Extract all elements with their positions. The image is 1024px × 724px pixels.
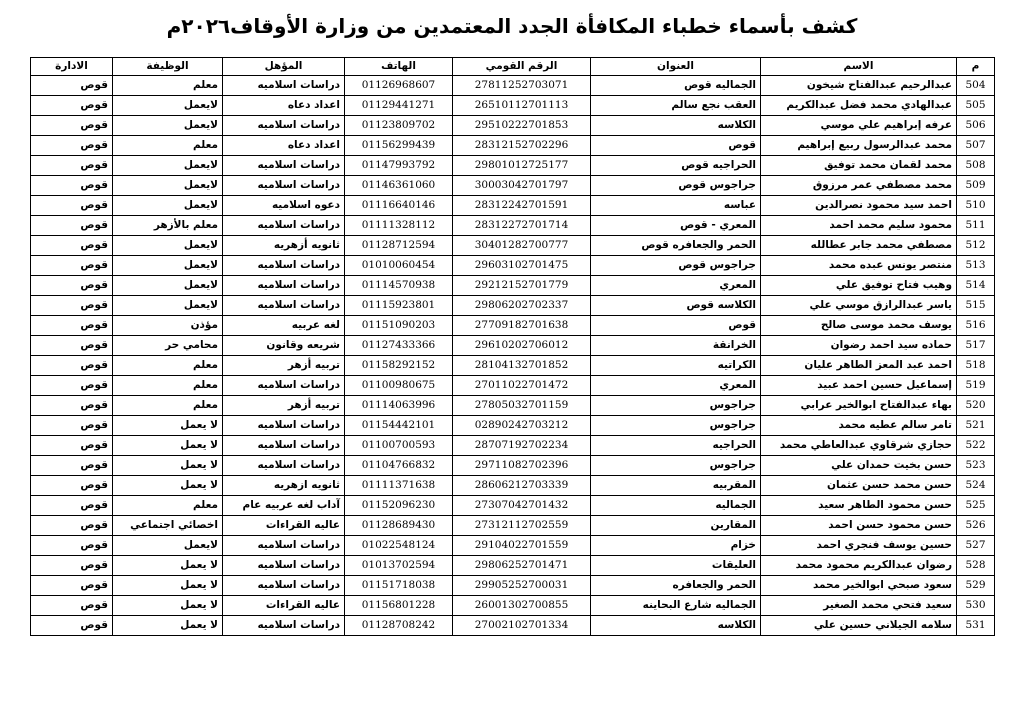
cell-name: منتصر يونس عبده محمد — [761, 256, 957, 276]
cell-admin: قوص — [31, 576, 113, 596]
cell-phone: 01013702594 — [345, 556, 453, 576]
cell-address: جراجوس — [591, 416, 761, 436]
cell-address: الجماليه شارع البحاينه — [591, 596, 761, 616]
cell-job: لا يعمل — [113, 576, 223, 596]
cell-name: ياسر عبدالرازق موسي علي — [761, 296, 957, 316]
cell-name: حجازي شرقاوي عبدالعاطي محمد — [761, 436, 957, 456]
cell-qualification: دراسات اسلاميه — [223, 76, 345, 96]
cell-admin: قوص — [31, 396, 113, 416]
cell-job: لايعمل — [113, 236, 223, 256]
cell-national-id: 26001302700855 — [453, 596, 591, 616]
cell-name: محمد لقمان محمد توفيق — [761, 156, 957, 176]
cell-national-id: 29212152701779 — [453, 276, 591, 296]
cell-qualification: عاليه القراءات — [223, 596, 345, 616]
cell-national-id: 28312152702296 — [453, 136, 591, 156]
table-row — [31, 316, 995, 336]
cell-num: 523 — [957, 456, 995, 476]
cell-phone: 01114570938 — [345, 276, 453, 296]
table-row — [31, 496, 995, 516]
cell-qualification: دراسات اسلاميه — [223, 216, 345, 236]
cell-num: 528 — [957, 556, 995, 576]
cell-num: 512 — [957, 236, 995, 256]
cell-address: عباسه — [591, 196, 761, 216]
cell-num: 506 — [957, 116, 995, 136]
cell-num: 530 — [957, 596, 995, 616]
col-header-address: العنوان — [591, 58, 761, 76]
cell-national-id: 30401282700777 — [453, 236, 591, 256]
cell-num: 526 — [957, 516, 995, 536]
cell-job: لايعمل — [113, 276, 223, 296]
cell-name: محمد مصطفي عمر مرزوق — [761, 176, 957, 196]
col-header-job: الوظيفة — [113, 58, 223, 76]
cell-job: معلم بالأزهر — [113, 216, 223, 236]
cell-address: المقربيه — [591, 476, 761, 496]
table-row — [31, 76, 995, 96]
cell-num: 520 — [957, 396, 995, 416]
cell-admin: قوص — [31, 476, 113, 496]
cell-phone: 01123809702 — [345, 116, 453, 136]
cell-admin: قوص — [31, 316, 113, 336]
cell-job: لايعمل — [113, 96, 223, 116]
cell-num: 504 — [957, 76, 995, 96]
cell-address: المقارين — [591, 516, 761, 536]
cell-national-id: 02890242703212 — [453, 416, 591, 436]
cell-admin: قوص — [31, 376, 113, 396]
cell-name: احمد سيد محمود نصرالدين — [761, 196, 957, 216]
cell-job: لايعمل — [113, 296, 223, 316]
cell-name: محمد عبدالرسول ربيع إبراهيم — [761, 136, 957, 156]
cell-qualification: اعداد دعاه — [223, 136, 345, 156]
cell-national-id: 27709182701638 — [453, 316, 591, 336]
cell-admin: قوص — [31, 496, 113, 516]
cell-qualification: دراسات اسلاميه — [223, 556, 345, 576]
cell-qualification: دراسات اسلاميه — [223, 536, 345, 556]
cell-phone: 01115923801 — [345, 296, 453, 316]
cell-admin: قوص — [31, 536, 113, 556]
cell-job: لا يعمل — [113, 416, 223, 436]
cell-national-id: 29801012725177 — [453, 156, 591, 176]
cell-job: لايعمل — [113, 196, 223, 216]
cell-phone: 01116640146 — [345, 196, 453, 216]
cell-admin: قوص — [31, 516, 113, 536]
cell-address: العقب نجع سالم — [591, 96, 761, 116]
cell-address: الجماليه — [591, 496, 761, 516]
cell-admin: قوص — [31, 196, 113, 216]
table-row — [31, 116, 995, 136]
table-row — [31, 556, 995, 576]
cell-address: قوص — [591, 136, 761, 156]
cell-job: معلم — [113, 76, 223, 96]
cell-address: الحمر والجعافره قوص — [591, 236, 761, 256]
cell-name: حسن بخيت حمدان علي — [761, 456, 957, 476]
cell-phone: 01126968607 — [345, 76, 453, 96]
cell-address: المعري - قوص — [591, 216, 761, 236]
cell-num: 531 — [957, 616, 995, 636]
cell-qualification: دراسات اسلاميه — [223, 456, 345, 476]
cell-admin: قوص — [31, 216, 113, 236]
col-header-qualification: المؤهل — [223, 58, 345, 76]
cell-address: جراجوس قوص — [591, 256, 761, 276]
cell-phone: 01146361060 — [345, 176, 453, 196]
cell-num: 505 — [957, 96, 995, 116]
table-row — [31, 536, 995, 556]
cell-national-id: 27805032701159 — [453, 396, 591, 416]
cell-address: الخرانقة — [591, 336, 761, 356]
cell-phone: 01127433366 — [345, 336, 453, 356]
cell-national-id: 28312242701591 — [453, 196, 591, 216]
cell-address: جراجوس قوص — [591, 176, 761, 196]
cell-phone: 01128712594 — [345, 236, 453, 256]
cell-job: معلم — [113, 396, 223, 416]
cell-admin: قوص — [31, 436, 113, 456]
col-header-name: الاسم — [761, 58, 957, 76]
cell-num: 527 — [957, 536, 995, 556]
cell-admin: قوص — [31, 336, 113, 356]
cell-job: لا يعمل — [113, 616, 223, 636]
cell-national-id: 29905252700031 — [453, 576, 591, 596]
cell-name: رضوان عبدالكريم محمود محمد — [761, 556, 957, 576]
cell-name: حسن محمود حسن احمد — [761, 516, 957, 536]
cell-qualification: دراسات اسلاميه — [223, 276, 345, 296]
cell-address: الجماليه قوص — [591, 76, 761, 96]
cell-address: قوص — [591, 316, 761, 336]
cell-name: حماده سيد احمد رضوان — [761, 336, 957, 356]
cell-address: المعري — [591, 376, 761, 396]
cell-job: مؤذن — [113, 316, 223, 336]
cell-phone: 01129441271 — [345, 96, 453, 116]
cell-job: لايعمل — [113, 116, 223, 136]
cell-phone: 01100980675 — [345, 376, 453, 396]
cell-admin: قوص — [31, 556, 113, 576]
cell-name: يوسف محمد موسى صالح — [761, 316, 957, 336]
cell-national-id: 29806252701471 — [453, 556, 591, 576]
cell-national-id: 27011022701472 — [453, 376, 591, 396]
cell-national-id: 27307042701432 — [453, 496, 591, 516]
cell-job: معلم — [113, 496, 223, 516]
cell-address: الكلاسه — [591, 116, 761, 136]
page-title: كشف بأسماء خطباء المكافأة الجدد المعتمدين من وزارة الأوقاف٢٠٢٦م — [166, 14, 858, 38]
table-row — [31, 176, 995, 196]
cell-num: 508 — [957, 156, 995, 176]
cell-name: حسين يوسف فنجري احمد — [761, 536, 957, 556]
cell-national-id: 30003042701797 — [453, 176, 591, 196]
cell-national-id: 28707192702234 — [453, 436, 591, 456]
cell-phone: 01010060454 — [345, 256, 453, 276]
cell-num: 507 — [957, 136, 995, 156]
cell-phone: 01152096230 — [345, 496, 453, 516]
table-row — [31, 356, 995, 376]
cell-address: المعري — [591, 276, 761, 296]
cell-phone: 01147993792 — [345, 156, 453, 176]
cell-address: العليقات — [591, 556, 761, 576]
cell-num: 513 — [957, 256, 995, 276]
cell-qualification: دراسات اسلاميه — [223, 416, 345, 436]
cell-national-id: 27002102701334 — [453, 616, 591, 636]
col-header-admin: الادارة — [31, 58, 113, 76]
cell-admin: قوص — [31, 616, 113, 636]
cell-name: عبدالرحيم عبدالفتاح شيخون — [761, 76, 957, 96]
cell-national-id: 29104022701559 — [453, 536, 591, 556]
cell-qualification: تربيه أزهر — [223, 396, 345, 416]
cell-job: معلم — [113, 356, 223, 376]
cell-address: الكلاسه — [591, 616, 761, 636]
cell-num: 524 — [957, 476, 995, 496]
cell-name: احمد عبد المعز الطاهر عليان — [761, 356, 957, 376]
table-row — [31, 256, 995, 276]
table-row — [31, 396, 995, 416]
table-row — [31, 596, 995, 616]
cell-name: عرفه إبراهيم علي موسي — [761, 116, 957, 136]
cell-job: لا يعمل — [113, 596, 223, 616]
cell-address: الحراجيه قوص — [591, 156, 761, 176]
cell-national-id: 26510112701113 — [453, 96, 591, 116]
cell-qualification: آداب لغه عربيه عام — [223, 496, 345, 516]
cell-phone: 01156299439 — [345, 136, 453, 156]
khateeb-table — [30, 57, 995, 636]
cell-qualification: دراسات اسلاميه — [223, 436, 345, 456]
cell-qualification: دراسات اسلاميه — [223, 616, 345, 636]
table-row — [31, 616, 995, 636]
cell-name: محمود سليم محمد احمد — [761, 216, 957, 236]
cell-name: وهيب فتاح توفيق علي — [761, 276, 957, 296]
cell-phone: 01154442101 — [345, 416, 453, 436]
cell-qualification: تربيه أزهر — [223, 356, 345, 376]
cell-name: سعيد فتحي محمد الصغير — [761, 596, 957, 616]
cell-national-id: 29610202706012 — [453, 336, 591, 356]
cell-phone: 01111371638 — [345, 476, 453, 496]
cell-num: 509 — [957, 176, 995, 196]
cell-name: سعود صبحي ابوالخير محمد — [761, 576, 957, 596]
cell-phone: 01111328112 — [345, 216, 453, 236]
cell-qualification: اعداد دعاه — [223, 96, 345, 116]
table-row — [31, 216, 995, 236]
cell-job: لايعمل — [113, 156, 223, 176]
cell-name: تامر سالم عطيه محمد — [761, 416, 957, 436]
cell-address: الحراجيه — [591, 436, 761, 456]
cell-job: محامي حر — [113, 336, 223, 356]
cell-qualification: دراسات اسلاميه — [223, 576, 345, 596]
table-row — [31, 476, 995, 496]
cell-national-id: 28104132701852 — [453, 356, 591, 376]
col-header-num: م — [957, 58, 995, 76]
table-row — [31, 156, 995, 176]
cell-address: الكراتيه — [591, 356, 761, 376]
cell-qualification: دراسات اسلاميه — [223, 296, 345, 316]
col-header-phone: الهاتف — [345, 58, 453, 76]
cell-qualification: لغه عربيه — [223, 316, 345, 336]
table-row — [31, 236, 995, 256]
cell-num: 510 — [957, 196, 995, 216]
cell-qualification: دراسات اسلاميه — [223, 156, 345, 176]
cell-num: 514 — [957, 276, 995, 296]
cell-national-id: 27312112702559 — [453, 516, 591, 536]
cell-phone: 01151090203 — [345, 316, 453, 336]
cell-national-id: 28606212703339 — [453, 476, 591, 496]
cell-qualification: شريعه وقانون — [223, 336, 345, 356]
cell-phone: 01114063996 — [345, 396, 453, 416]
table-row — [31, 376, 995, 396]
cell-name: حسن محمود الطاهر سعيد — [761, 496, 957, 516]
cell-admin: قوص — [31, 456, 113, 476]
cell-admin: قوص — [31, 276, 113, 296]
cell-num: 529 — [957, 576, 995, 596]
cell-name: إسماعيل حسين احمد عبيد — [761, 376, 957, 396]
table-row — [31, 196, 995, 216]
cell-admin: قوص — [31, 236, 113, 256]
cell-name: بهاء عبدالفتاح ابوالخير عرابي — [761, 396, 957, 416]
cell-phone: 01151718038 — [345, 576, 453, 596]
cell-num: 525 — [957, 496, 995, 516]
cell-job: لا يعمل — [113, 556, 223, 576]
cell-num: 519 — [957, 376, 995, 396]
cell-admin: قوص — [31, 96, 113, 116]
cell-job: معلم — [113, 136, 223, 156]
table-row — [31, 336, 995, 356]
cell-job: اخصائي اجتماعي — [113, 516, 223, 536]
cell-admin: قوص — [31, 356, 113, 376]
cell-job: لا يعمل — [113, 476, 223, 496]
cell-address: الكلاسه قوص — [591, 296, 761, 316]
cell-phone: 01128708242 — [345, 616, 453, 636]
cell-qualification: ثانويه أزهريه — [223, 236, 345, 256]
cell-admin: قوص — [31, 256, 113, 276]
cell-national-id: 29711082702396 — [453, 456, 591, 476]
cell-num: 518 — [957, 356, 995, 376]
cell-num: 511 — [957, 216, 995, 236]
cell-name: سلامه الجيلاني حسين علي — [761, 616, 957, 636]
cell-admin: قوص — [31, 116, 113, 136]
table-row — [31, 96, 995, 116]
cell-national-id: 29603102701475 — [453, 256, 591, 276]
table-row — [31, 276, 995, 296]
table-row — [31, 516, 995, 536]
table-row — [31, 296, 995, 316]
cell-job: لايعمل — [113, 176, 223, 196]
cell-phone: 01156801228 — [345, 596, 453, 616]
cell-qualification: دراسات اسلاميه — [223, 176, 345, 196]
cell-phone: 01100700593 — [345, 436, 453, 456]
cell-national-id: 29510222701853 — [453, 116, 591, 136]
cell-qualification: ثانويه ازهريه — [223, 476, 345, 496]
table-row — [31, 576, 995, 596]
cell-num: 517 — [957, 336, 995, 356]
col-header-national-id: الرقم القومي — [453, 58, 591, 76]
cell-national-id: 28312272701714 — [453, 216, 591, 236]
cell-admin: قوص — [31, 76, 113, 96]
cell-name: عبدالهادي محمد فضل عبدالكريم — [761, 96, 957, 116]
cell-phone: 01104766832 — [345, 456, 453, 476]
cell-phone: 01022548124 — [345, 536, 453, 556]
cell-phone: 01128689430 — [345, 516, 453, 536]
cell-num: 516 — [957, 316, 995, 336]
cell-job: لايعمل — [113, 256, 223, 276]
table-header-row — [31, 58, 995, 76]
cell-num: 521 — [957, 416, 995, 436]
cell-qualification: دراسات اسلاميه — [223, 376, 345, 396]
table-row — [31, 436, 995, 456]
cell-name: مصطفي محمد جابر عطالله — [761, 236, 957, 256]
cell-qualification: عاليه القراءات — [223, 516, 345, 536]
cell-admin: قوص — [31, 136, 113, 156]
cell-admin: قوص — [31, 176, 113, 196]
cell-admin: قوص — [31, 416, 113, 436]
cell-qualification: دراسات اسلاميه — [223, 116, 345, 136]
table-row — [31, 136, 995, 156]
cell-admin: قوص — [31, 156, 113, 176]
cell-num: 522 — [957, 436, 995, 456]
cell-qualification: دراسات اسلاميه — [223, 256, 345, 276]
cell-address: الحمر والجعافره — [591, 576, 761, 596]
cell-job: معلم — [113, 376, 223, 396]
cell-admin: قوص — [31, 296, 113, 316]
cell-address: جراجوس — [591, 396, 761, 416]
cell-address: جراجوس — [591, 456, 761, 476]
cell-num: 515 — [957, 296, 995, 316]
cell-name: حسن محمد حسن عثمان — [761, 476, 957, 496]
cell-admin: قوص — [31, 596, 113, 616]
cell-national-id: 27811252703071 — [453, 76, 591, 96]
cell-address: خزام — [591, 536, 761, 556]
cell-phone: 01158292152 — [345, 356, 453, 376]
table-row — [31, 416, 995, 436]
cell-national-id: 29806202702337 — [453, 296, 591, 316]
cell-qualification: دعوه اسلاميه — [223, 196, 345, 216]
table-row — [31, 456, 995, 476]
cell-job: لايعمل — [113, 536, 223, 556]
cell-job: لا يعمل — [113, 436, 223, 456]
cell-job: لا يعمل — [113, 456, 223, 476]
